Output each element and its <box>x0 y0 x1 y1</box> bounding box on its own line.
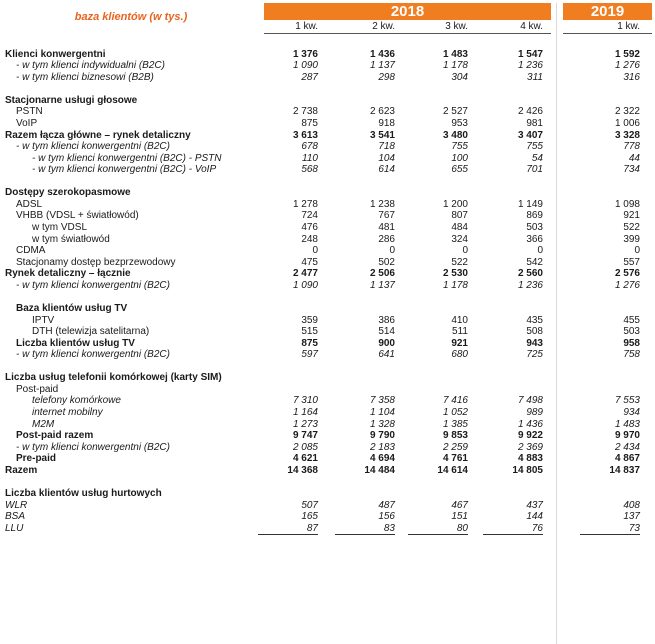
row-value: 522 <box>451 256 468 268</box>
row-value: 701 <box>526 164 543 176</box>
row-value: 9 747 <box>292 430 318 442</box>
row-value: 4 761 <box>442 453 468 465</box>
row-value: 455 <box>623 314 640 326</box>
row-value: 165 <box>301 511 318 523</box>
row-value: 1 483 <box>614 418 640 430</box>
row-value: 724 <box>301 210 318 222</box>
row-value: 0 <box>389 245 395 257</box>
row-value: 54 <box>531 152 543 164</box>
row-value: 359 <box>301 314 318 326</box>
row-label: Rynek detaliczny – łącznie <box>5 268 131 280</box>
table-row <box>0 384 655 396</box>
row-label: - w tym klienci konwergentni (B2C) <box>16 279 170 291</box>
row-value: 316 <box>623 71 640 83</box>
row-value: 0 <box>462 245 468 257</box>
row-value: 144 <box>526 511 543 523</box>
table-row <box>0 49 655 61</box>
row-value: 875 <box>301 117 318 129</box>
row-label: Post-paid razem <box>16 430 94 442</box>
row-value: 2 527 <box>442 106 468 118</box>
row-value: 487 <box>378 499 395 511</box>
row-label: VoIP <box>16 117 38 129</box>
row-value: 7 553 <box>614 395 640 407</box>
row-value: 921 <box>451 337 468 349</box>
row-value: 1 376 <box>292 48 318 60</box>
table-row <box>0 407 655 419</box>
row-value: 324 <box>451 233 468 245</box>
row-value: 981 <box>526 117 543 129</box>
row-value: 73 <box>580 523 640 536</box>
row-value: 481 <box>378 222 395 233</box>
table-row <box>0 338 655 350</box>
row-value: 568 <box>301 164 318 176</box>
table-row <box>0 326 655 338</box>
row-label: - w tym klienci indywidualni (B2C) <box>16 60 165 72</box>
row-value: 83 <box>335 523 395 536</box>
row-label: Klienci konwergentni <box>5 48 106 60</box>
quarter-header-q1-2019: 1 kw. <box>617 21 640 32</box>
table-row <box>0 199 655 211</box>
row-value: 718 <box>378 141 395 153</box>
row-value: 641 <box>378 349 395 361</box>
row-label: LLU <box>5 522 24 534</box>
row-label: w tym VDSL <box>32 222 88 233</box>
row-value: 2 477 <box>292 268 318 280</box>
table-row <box>0 72 655 84</box>
row-label: - w tym klienci konwergentni (B2C) <box>16 141 170 153</box>
row-label: - w tym klienci konwergentni (B2C) <box>16 441 170 453</box>
row-value: 435 <box>526 314 543 326</box>
row-value: 918 <box>378 117 395 129</box>
row-value: 1 090 <box>292 279 318 291</box>
row-value: 900 <box>378 337 395 349</box>
row-label: - w tym klienci konwergentni (B2C) <box>16 349 170 361</box>
header-underline-2019 <box>563 33 652 34</box>
row-value: 1 200 <box>442 198 468 210</box>
row-value: 557 <box>623 256 640 268</box>
row-value: 2 322 <box>614 106 640 118</box>
table-row <box>0 118 655 130</box>
table-row <box>0 130 655 142</box>
row-value: 44 <box>628 152 640 164</box>
row-value: 475 <box>301 256 318 268</box>
row-value: 758 <box>623 349 640 361</box>
row-label: BSA <box>5 511 26 523</box>
row-value: 507 <box>301 499 318 511</box>
row-value: 437 <box>526 499 543 511</box>
row-value: 156 <box>378 511 395 523</box>
row-value: 1 276 <box>614 279 640 291</box>
row-value: 76 <box>483 523 543 536</box>
row-value: 1 436 <box>517 418 543 430</box>
row-value: 14 805 <box>512 464 543 476</box>
table-row <box>0 430 655 442</box>
row-value: 80 <box>408 523 468 536</box>
row-value: 1 436 <box>369 48 395 60</box>
row-value: 1 276 <box>614 60 640 72</box>
table-row <box>0 141 655 153</box>
row-value: 104 <box>378 152 395 164</box>
row-label: WLR <box>5 499 28 511</box>
row-value: 522 <box>623 222 640 233</box>
row-value: 9 853 <box>442 430 468 442</box>
row-value: 1 278 <box>292 198 318 210</box>
row-value: 515 <box>301 326 318 338</box>
row-value: 1 178 <box>442 279 468 291</box>
table-row <box>0 106 655 118</box>
row-value: 1 104 <box>369 407 395 418</box>
table-row <box>0 349 655 361</box>
quarter-header-q4-2018: 4 kw. <box>520 21 543 32</box>
table-row <box>0 257 655 269</box>
row-label: Stacjonamy dostęp bezprzewodowy <box>16 256 176 268</box>
row-value: 1 238 <box>369 198 395 210</box>
row-value: 14 614 <box>437 464 468 476</box>
row-value: 869 <box>526 210 543 222</box>
row-value: 725 <box>526 349 543 361</box>
row-label: M2M <box>32 418 55 430</box>
row-label: Baza klientów usług TV <box>16 302 128 314</box>
row-value: 1 547 <box>517 48 543 60</box>
row-value: 304 <box>451 71 468 83</box>
row-value: 87 <box>258 523 318 536</box>
row-value: 1 006 <box>614 117 640 129</box>
row-value: 934 <box>623 407 640 418</box>
row-value: 1 052 <box>442 407 468 418</box>
row-label: Post-paid <box>16 383 59 395</box>
row-value: 502 <box>378 256 395 268</box>
row-value: 2 085 <box>292 441 318 453</box>
table-row <box>0 465 655 477</box>
row-value: 287 <box>301 71 318 83</box>
row-value: 467 <box>451 499 468 511</box>
row-value: 0 <box>634 245 640 257</box>
row-value: 410 <box>451 314 468 326</box>
table-row <box>0 395 655 407</box>
row-value: 14 368 <box>287 464 318 476</box>
row-value: 137 <box>623 511 640 523</box>
row-value: 4 621 <box>292 453 318 465</box>
row-label: w tym światłowód <box>32 233 110 245</box>
row-value: 2 183 <box>369 441 395 453</box>
row-value: 3 328 <box>614 129 640 141</box>
row-value: 807 <box>451 210 468 222</box>
row-value: 1 385 <box>442 418 468 430</box>
row-value: 989 <box>526 407 543 418</box>
row-value: 7 498 <box>517 395 543 407</box>
row-value: 3 613 <box>292 129 318 141</box>
row-value: 1 149 <box>517 198 543 210</box>
spacer-row <box>0 361 655 373</box>
row-value: 503 <box>623 326 640 338</box>
row-value: 286 <box>378 233 395 245</box>
spacer-row <box>0 83 655 95</box>
table-row <box>0 222 655 234</box>
row-value: 755 <box>526 141 543 153</box>
table-header-label: baza klientów (w tys.) <box>74 11 188 23</box>
row-value: 3 541 <box>369 129 395 141</box>
row-value: 953 <box>451 117 468 129</box>
year-2018-header: 2018 <box>264 3 551 20</box>
table-row <box>0 60 655 72</box>
table-row <box>0 315 655 327</box>
table-body <box>0 37 655 534</box>
row-value: 0 <box>537 245 543 257</box>
row-value: 755 <box>451 141 468 153</box>
row-value: 3 407 <box>517 129 543 141</box>
row-value: 655 <box>451 164 468 176</box>
table-row <box>0 280 655 292</box>
quarter-header-q3-2018: 3 kw. <box>445 21 468 32</box>
row-label: IPTV <box>32 314 55 326</box>
row-value: 2 530 <box>442 268 468 280</box>
row-label: Liczba klientów usług hurtowych <box>5 487 162 499</box>
row-value: 7 310 <box>292 395 318 407</box>
row-value: 542 <box>526 256 543 268</box>
table-row <box>0 164 655 176</box>
row-value: 4 867 <box>614 453 640 465</box>
row-value: 4 694 <box>369 453 395 465</box>
table-row <box>0 268 655 280</box>
row-value: 0 <box>312 245 318 257</box>
row-value: 2 623 <box>369 106 395 118</box>
row-value: 1 178 <box>442 60 468 72</box>
row-value: 1 137 <box>369 60 395 72</box>
row-value: 14 484 <box>364 464 395 476</box>
row-label: - w tym klienci biznesowi (B2B) <box>16 71 154 83</box>
row-label: Liczba klientów usług TV <box>16 337 135 349</box>
row-value: 3 480 <box>442 129 468 141</box>
row-value: 7 358 <box>369 395 395 407</box>
table-row <box>0 234 655 246</box>
row-value: 1 236 <box>517 60 543 72</box>
spacer-row <box>0 291 655 303</box>
row-value: 1 328 <box>369 418 395 430</box>
row-label: Stacjonarne usługi głosowe <box>5 94 138 106</box>
spacer-row <box>0 476 655 488</box>
row-label: DTH (telewizja satelitarna) <box>32 326 150 338</box>
row-label: Liczba usług telefonii komórkowej (karty SIM) <box>5 372 222 384</box>
quarter-header-q2-2018: 2 kw. <box>372 21 395 32</box>
row-value: 476 <box>301 222 318 233</box>
row-value: 678 <box>301 141 318 153</box>
row-value: 1 164 <box>292 407 318 418</box>
row-value: 9 790 <box>369 430 395 442</box>
row-value: 511 <box>452 326 468 338</box>
table-row <box>0 187 655 199</box>
row-value: 734 <box>623 164 640 176</box>
table-row <box>0 500 655 512</box>
row-label: CDMA <box>16 245 46 257</box>
row-value: 399 <box>623 233 640 245</box>
row-value: 484 <box>451 222 468 233</box>
table-row <box>0 419 655 431</box>
row-value: 2 506 <box>369 268 395 280</box>
row-value: 2 576 <box>614 268 640 280</box>
row-value: 1 483 <box>442 48 468 60</box>
row-value: 1 236 <box>517 279 543 291</box>
row-value: 958 <box>623 337 640 349</box>
row-label: - w tym klienci konwergentni (B2C) - PSTN <box>32 152 222 164</box>
row-value: 100 <box>451 152 468 164</box>
row-value: 14 837 <box>609 464 640 476</box>
row-value: 503 <box>526 222 543 233</box>
year-2019-header: 2019 <box>563 3 652 20</box>
row-label: PSTN <box>16 106 43 118</box>
row-value: 943 <box>526 337 543 349</box>
row-value: 4 883 <box>517 453 543 465</box>
table-row <box>0 245 655 257</box>
table-row <box>0 95 655 107</box>
row-value: 875 <box>301 337 318 349</box>
quarter-header-q1-2018: 1 kw. <box>295 21 318 32</box>
row-label: internet mobilny <box>32 407 103 418</box>
table-row <box>0 523 655 535</box>
row-value: 767 <box>378 210 395 222</box>
row-label: telefony komórkowe <box>32 395 121 407</box>
row-value: 1 098 <box>614 198 640 210</box>
row-value: 366 <box>526 233 543 245</box>
row-value: 7 416 <box>442 395 468 407</box>
row-value: 386 <box>378 314 395 326</box>
row-value: 2 738 <box>292 106 318 118</box>
row-value: 298 <box>378 71 395 83</box>
spacer-row <box>0 37 655 49</box>
row-value: 248 <box>301 233 318 245</box>
row-value: 311 <box>527 71 543 83</box>
table-row <box>0 153 655 165</box>
table-row <box>0 453 655 465</box>
row-value: 508 <box>526 326 543 338</box>
row-value: 151 <box>451 511 468 523</box>
row-label: ADSL <box>16 198 43 210</box>
header-underline-2018 <box>264 33 551 34</box>
row-value: 680 <box>451 349 468 361</box>
table-row <box>0 442 655 454</box>
spacer-row <box>0 176 655 188</box>
row-label: - w tym klienci konwergentni (B2C) - VoIP <box>32 164 217 176</box>
table-row <box>0 372 655 384</box>
row-label: Razem łącza główne – rynek detaliczny <box>5 129 191 141</box>
row-label: Pre-paid <box>16 453 57 465</box>
row-value: 408 <box>623 499 640 511</box>
row-value: 110 <box>302 152 318 164</box>
row-value: 1 592 <box>614 48 640 60</box>
row-value: 2 434 <box>614 441 640 453</box>
row-value: 597 <box>301 349 318 361</box>
row-value: 9 922 <box>517 430 543 442</box>
row-value: 778 <box>623 141 640 153</box>
table-row <box>0 511 655 523</box>
row-value: 1 090 <box>292 60 318 72</box>
row-value: 1 137 <box>369 279 395 291</box>
row-value: 614 <box>378 164 395 176</box>
row-value: 2 369 <box>517 441 543 453</box>
table-row <box>0 303 655 315</box>
row-label: VHBB (VDSL + światłowód) <box>16 210 139 222</box>
row-value: 921 <box>623 210 640 222</box>
row-value: 1 273 <box>292 418 318 430</box>
row-value: 2 426 <box>517 106 543 118</box>
row-value: 2 560 <box>517 268 543 280</box>
row-label: Razem <box>5 464 38 476</box>
table-row <box>0 488 655 500</box>
row-label: Dostępy szerokopasmowe <box>5 187 131 199</box>
row-value: 2 259 <box>442 441 468 453</box>
table-row <box>0 210 655 222</box>
row-value: 9 970 <box>614 430 640 442</box>
row-value: 514 <box>378 326 395 338</box>
